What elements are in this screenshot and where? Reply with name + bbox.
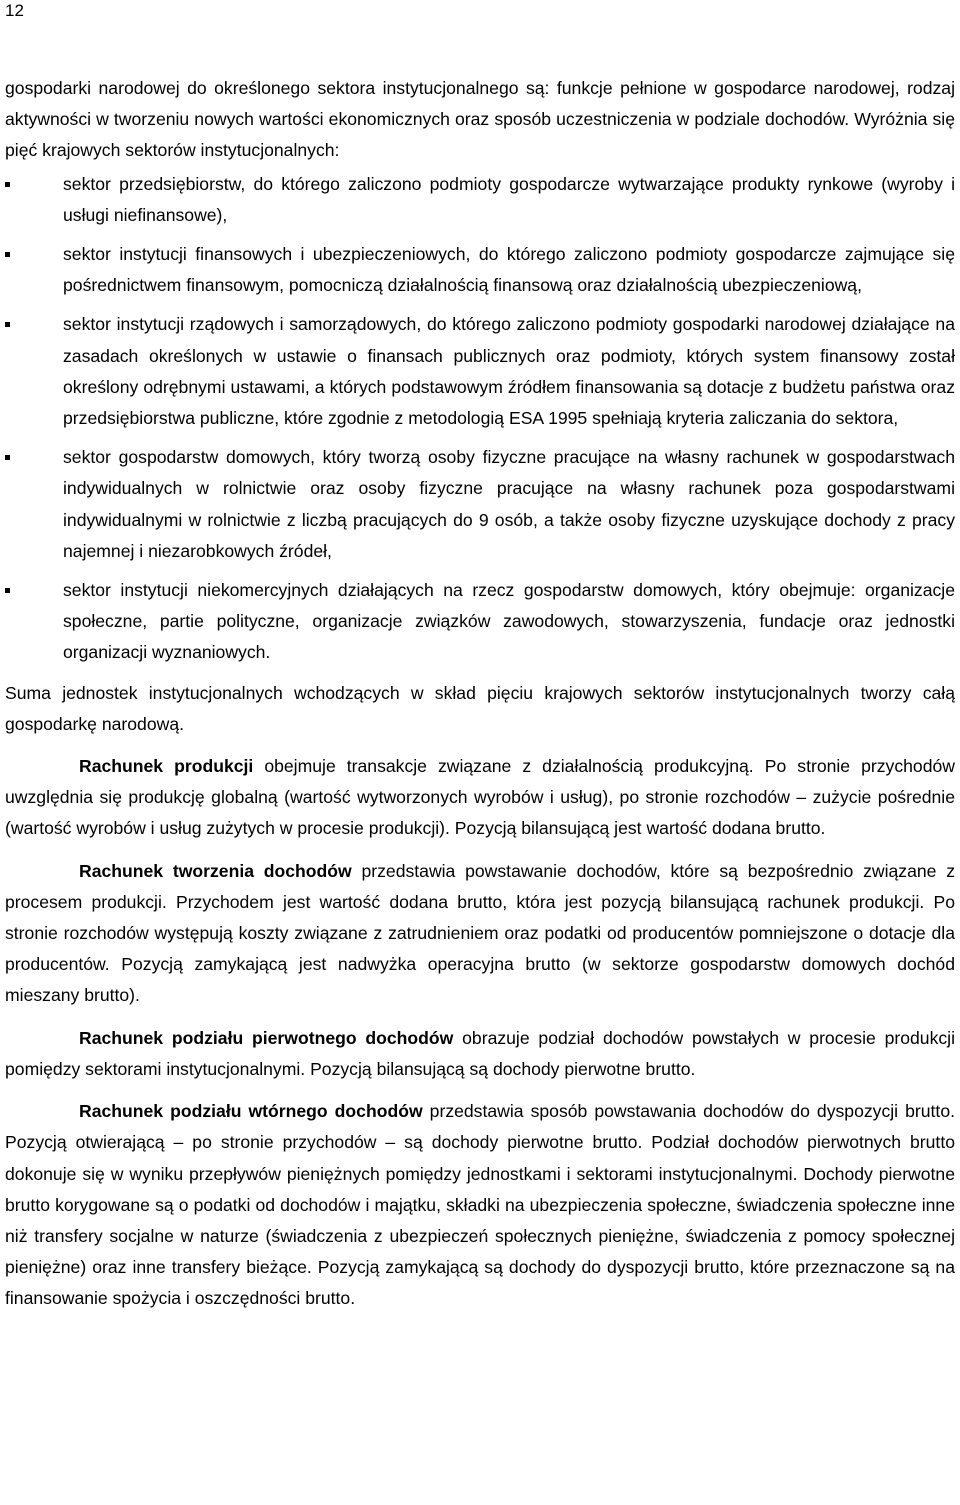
paragraph-text: obejmuje transakcje związane z działalnością produkcyjną. Po stronie przychodów uwzględnia się produkcję globalną (wartość wytworzonych wyrobów i usług), po stronie rozchodów – zużycie pośrednie (wartość wyrobów i usług zużytych w procesie produkcji). Pozycją bilansującą jest wartość dodana brutto. xyxy=(5,756,955,839)
list-item-text: sektor instytucji finansowych i ubezpieczeniowych, do którego zaliczono podmioty gospodarcze zajmujące się pośrednictwem finansowym, pomocniczą działalnością finansową oraz działalnością ubezpieczeniową, xyxy=(63,244,955,296)
square-bullet-icon xyxy=(5,455,10,460)
sector-list xyxy=(5,169,955,669)
list-item-text: sektor instytucji rządowych i samorządowych, do którego zaliczono podmioty gospodarki narodowej działające na zasadach określonych w ustawie o finansach publicznych oraz podmioty, których system finansowy został określony odrębnymi ustawami, a których podstawowym źródłem finansowania są dotacje z budżetu państwa oraz przedsiębiorstwa publiczne, które zgodnie z metodologią ESA 1995 spełniają kryteria zaliczania do sektora, xyxy=(63,314,955,429)
list-item-sector-nonprofit xyxy=(5,575,955,669)
paragraph-production-account xyxy=(5,751,955,845)
list-item-text: sektor instytucji niekomercyjnych działających na rzecz gospodarstw domowych, który obejmuje: organizacje społeczne, partie polityczne, organizacje związków zawodowych, stowarzyszenia, fundacje oraz jednostki organizacji wyznaniowych. xyxy=(63,580,955,663)
paragraph-text: obrazuje podział dochodów powstałych w procesie produkcji pomiędzy sektorami instytucjonalnymi. Pozycją bilansującą są dochody pierwotne brutto. xyxy=(5,1027,955,1079)
list-item-sector-government xyxy=(5,309,955,434)
square-bullet-icon xyxy=(5,252,10,257)
document-body xyxy=(5,73,955,1315)
intro-paragraph: gospodarki narodowej do określonego sektora instytucjonalnego są: funkcje pełnione w gospodarce narodowej, rodzaj aktywności w tworzeniu nowych wartości ekonomicznych oraz sposób uczestniczenia w podziale dochodów. Wyróżnia się pięć krajowych sektorów instytucjonalnych: xyxy=(5,78,955,161)
list-item-sector-households xyxy=(5,442,955,567)
square-bullet-icon xyxy=(5,588,10,593)
summary-paragraph: Suma jednostek instytucjonalnych wchodzących w skład pięciu krajowych sektorów instytucjonalnych tworzy całą gospodarkę narodową. xyxy=(5,682,955,734)
term-primary-distribution-account: Rachunek podziału pierwotnego dochodów xyxy=(79,1027,454,1048)
paragraph-secondary-distribution-account xyxy=(5,1096,955,1314)
list-item-sector-financial xyxy=(5,239,955,301)
square-bullet-icon xyxy=(5,182,10,187)
paragraph-primary-distribution-account xyxy=(5,1023,955,1085)
square-bullet-icon xyxy=(5,322,10,327)
term-secondary-distribution-account: Rachunek podziału wtórnego dochodów xyxy=(79,1101,423,1122)
list-item-sector-enterprises xyxy=(5,169,955,231)
paragraph-text: przedstawia sposób powstawania dochodów do dyspozycji brutto. Pozycją otwierającą – po stronie przychodów – są dochody pierwotne brutto. Podział dochodów pierwotnych brutto dokonuje się w wyniku przepływów pieniężnych pomiędzy jednostkami i sektorami instytucjonalnymi. Dochody pierwotne brutto korygowane są o podatki od dochodów i majątku, składki na ubezpieczenia społeczne, świadczenia społeczne inne niż transfery socjalne w naturze (świadczenia z ubezpieczeń społecznych pieniężne, świadczenia z pomocy społecznej pieniężne) oraz inne transfery bieżące. Pozycją zamykającą są dochody do dyspozycji brutto, które przeznaczone są na finansowanie spożycia i oszczędności brutto. xyxy=(5,1101,955,1309)
list-item-text: sektor gospodarstw domowych, który tworzą osoby fizyczne pracujące na własny rachunek w gospodarstwach indywidualnych w rolnictwie oraz osoby fizyczne pracujące na własny rachunek poza gospodarstwami indywidualnymi w rolnictwie z liczbą pracujących do 9 osób, a także osoby fizyczne uzyskujące dochody z pracy najemnej i niezarobkowych źródeł, xyxy=(63,447,955,561)
paragraph-text: przedstawia powstawanie dochodów, które są bezpośrednio związane z procesem produkcji. Przychodem jest wartość dodana brutto, która jest pozycją bilansującą rachunek produkcji. Po stronie rozchodów występują koszty związane z zatrudnieniem oraz podatki od producentów pomniejszone o dotacje dla producentów. Pozycją zamykającą jest nadwyżka operacyjna brutto (w sektorze gospodarstw domowych dochód mieszany brutto). xyxy=(5,860,955,1006)
page-number: 12 xyxy=(5,1,24,20)
paragraph-income-generation-account xyxy=(5,856,955,1012)
term-income-generation-account: Rachunek tworzenia dochodów xyxy=(79,860,352,881)
term-production-account: Rachunek produkcji xyxy=(79,756,254,777)
list-item-text: sektor przedsiębiorstw, do którego zaliczono podmioty gospodarcze wytwarzające produkty rynkowe (wyroby i usługi niefinansowe), xyxy=(63,173,955,225)
